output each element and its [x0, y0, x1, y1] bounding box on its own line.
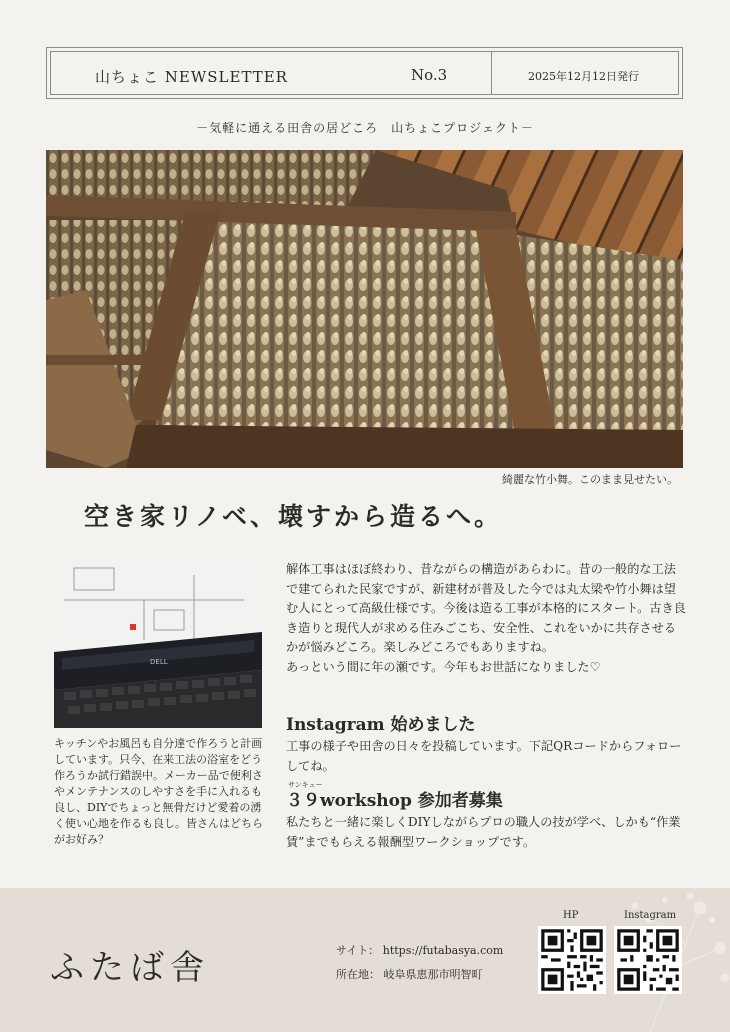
- main-body-text: [286, 560, 686, 677]
- footer: [0, 888, 730, 1032]
- workshop-section-text: 私たちと一緒に楽しくDIYしながらプロの職人の技が学べ、しかも“作業賃”までもらえる報酬型ワークショップです。: [286, 815, 681, 849]
- qr-code-hp[interactable]: [538, 926, 606, 994]
- instagram-section-text: 工事の様子や田舎の日々を投稿しています。下記QRコードからフォローしてね。: [286, 739, 682, 773]
- futabasya-logo: ふたば舎: [50, 948, 210, 988]
- workshop-ruby: サンキュー: [288, 781, 323, 789]
- tagline: －気軽に通える田舎の居どころ 山ちょこプロジェクト－: [196, 121, 534, 135]
- issue-date: 2025年12月12日発行: [528, 70, 639, 83]
- qr-code-instagram[interactable]: [614, 926, 682, 994]
- website-url[interactable]: https://futabasya.com: [382, 944, 504, 957]
- body-paragraph: 解体工事はほぼ終わり、昔ながらの構造があらわに。昔の一般的な工法で建てられた民家ですが、新建材が普及した今では丸太梁や竹小舞は望む人にとって高級仕様です。今後は造る工事が本格的にスタート。古き良き造りと現代人が求める住みごこち、安全性、これをいかに共存させるかが悩みどころ。楽しみどころでもありますね。: [286, 562, 686, 654]
- qr-instagram-label: Instagram: [624, 910, 677, 921]
- attic-bamboo-lath-photo: [46, 150, 683, 468]
- address-label: 所在地：: [336, 968, 380, 981]
- address-line: [336, 966, 483, 982]
- workshop-section-title: ３９workshop 参加者募集: [286, 791, 503, 811]
- header-divider: [491, 52, 492, 94]
- headline: 空き家リノベ、壊すから造るへ。: [84, 502, 503, 531]
- year-end-message: あっという間に年の瀬です。今年もお世話になりました♡: [286, 659, 601, 674]
- instagram-section-title: Instagram 始めました: [286, 715, 476, 735]
- laptop-brand: DELL: [150, 658, 168, 666]
- website-label: サイト：: [336, 944, 380, 957]
- newsletter-header: [46, 47, 683, 99]
- header-inner-frame: [50, 51, 679, 95]
- issue-number: No.3: [411, 66, 448, 84]
- address-value: 岐阜県恵那市明智町: [383, 968, 483, 981]
- newsletter-title: 山ちょこ NEWSLETTER: [95, 68, 288, 86]
- qr-hp-label: HP: [563, 910, 579, 921]
- side-column-text: キッチンやお風呂も自分達で作ろうと計画しています。只今、在来工法の浴室をどう作ろうか試行錯誤中。メーカー品で便利さやメンテナンスのしやすさを手に入れるも良し、DIYでちょっと無骨だけど愛着の湧く使い心地を作るも良し。皆さんはどちらがお好み？: [54, 737, 263, 846]
- laptop-photo: [54, 560, 262, 728]
- website-line: [336, 942, 503, 958]
- photo-caption: 綺麗な竹小舞。このまま見せたい。: [502, 473, 678, 486]
